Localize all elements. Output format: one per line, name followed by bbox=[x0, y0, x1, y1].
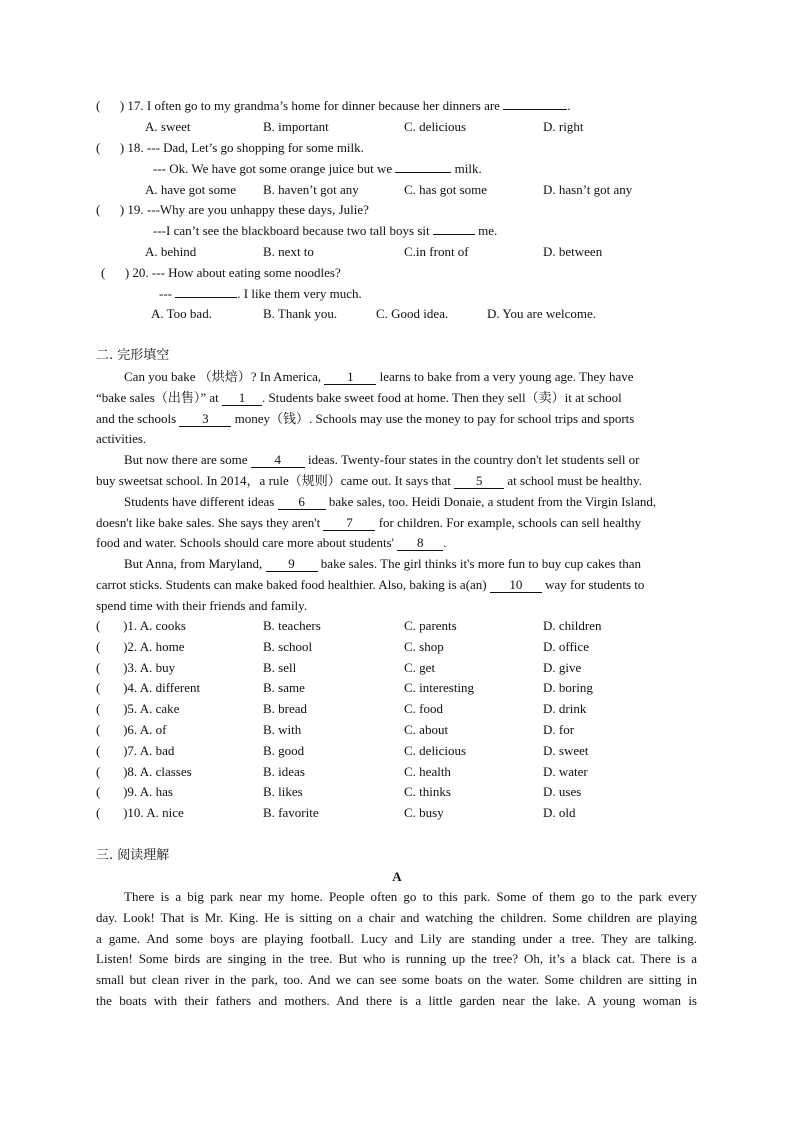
cloze-question-option-a: ( )3. A. buy bbox=[96, 659, 176, 675]
passage-label: A bbox=[392, 869, 402, 884]
cloze-p3-line1: Students have different ideas 6 bake sales, too. Heidi Donaie, a student from the Virgin Island, bbox=[124, 494, 657, 509]
cloze-option-b: B. school bbox=[263, 638, 313, 654]
cloze-question-option-a: ( )9. A. has bbox=[96, 784, 173, 800]
cloze-option-d: D. drink bbox=[543, 701, 587, 717]
cloze-question-option-a: ( )10. A. nice bbox=[96, 805, 184, 821]
cloze-blank[interactable]: 4 bbox=[251, 453, 305, 468]
cloze-option-d: D. uses bbox=[543, 784, 582, 800]
option-b: B. next to bbox=[263, 244, 314, 259]
question-19-stem: ( ) 19. ---Why are you unhappy these days, Julie? bbox=[96, 202, 369, 217]
reading-line: day. Look! That is Mr. King. He is sitting on a chair and watching the children. Some children are playing bbox=[96, 909, 697, 925]
cloze-p1-line1: Can you bake （烘焙）? In America, 1 learns to bake from a very young age. They have bbox=[124, 369, 634, 384]
question-18-line2: --- Ok. We have got some orange juice but we milk. bbox=[153, 161, 482, 176]
cloze-option-c: C. busy bbox=[404, 805, 444, 821]
cloze-option-c: C. parents bbox=[404, 618, 457, 633]
question-20-line2: --- . I like them very much. bbox=[159, 286, 362, 301]
answer-blank[interactable] bbox=[395, 172, 451, 173]
cloze-option-c: C. interesting bbox=[404, 680, 475, 696]
cloze-question-option-a: ( )8. A. classes bbox=[96, 763, 192, 779]
cloze-blank[interactable]: 1 bbox=[222, 391, 262, 406]
cloze-p1-line2: “bake sales（出售）” at 1 . Students bake sweet food at home. Then they sell（卖）it at school bbox=[96, 390, 622, 405]
cloze-option-c: C. thinks bbox=[404, 784, 451, 800]
cloze-option-b: B. with bbox=[263, 722, 302, 737]
reading-line: the boats with their fathers and mothers. And there is a little garden near the lake. A young woman is bbox=[96, 993, 697, 1008]
option-a: A. behind bbox=[145, 244, 197, 259]
cloze-option-b: B. ideas bbox=[263, 763, 305, 779]
cloze-blank[interactable]: 10 bbox=[490, 578, 542, 593]
option-c: C.in front of bbox=[404, 244, 469, 259]
option-d: D. right bbox=[543, 119, 584, 134]
cloze-option-b: B. good bbox=[263, 742, 305, 758]
cloze-option-d: D. water bbox=[543, 763, 588, 779]
question-17-stem: ( ) 17. I often go to my grandma’s home for dinner because her dinners are . bbox=[96, 98, 571, 113]
cloze-p4-line2: carrot sticks. Students can make baked food healthier. Also, baking is a(an) 10 way for students to bbox=[96, 577, 645, 592]
cloze-blank[interactable]: 8 bbox=[397, 536, 443, 551]
question-18-stem: ( ) 18. --- Dad, Let’s go shopping for some milk. bbox=[96, 140, 364, 155]
cloze-option-b: B. bread bbox=[263, 701, 308, 717]
cloze-question-option-a: ( )4. A. different bbox=[96, 680, 201, 696]
cloze-blank[interactable]: 3 bbox=[179, 412, 231, 427]
cloze-p1-line4: activities. bbox=[96, 431, 147, 446]
cloze-option-c: C. get bbox=[404, 659, 436, 675]
reading-line: a game. And some boys are playing football. Lucy and Lily are standing under a tree. They are talking. bbox=[96, 930, 697, 946]
cloze-p4-line1: But Anna, from Maryland, 9 bake sales. The girl thinks it's more fun to buy cup cakes than bbox=[124, 556, 641, 571]
cloze-p4-line3: spend time with their friends and family. bbox=[96, 598, 308, 613]
cloze-blank[interactable]: 9 bbox=[266, 557, 318, 572]
answer-blank[interactable] bbox=[175, 297, 237, 298]
cloze-p2-line1: But now there are some 4 ideas. Twenty-four states in the country don't let students sell or bbox=[124, 452, 640, 467]
answer-blank[interactable] bbox=[433, 234, 475, 235]
cloze-option-b: B. sell bbox=[263, 659, 297, 675]
option-d: D. between bbox=[543, 244, 603, 259]
option-a: A. sweet bbox=[145, 119, 191, 134]
cloze-option-b: B. favorite bbox=[263, 805, 319, 821]
question-20-stem: ( ) 20. --- How about eating some noodles? bbox=[101, 265, 341, 280]
cloze-blank[interactable]: 6 bbox=[278, 495, 326, 510]
cloze-option-d: D. for bbox=[543, 722, 575, 737]
option-a: A. have got some bbox=[145, 182, 236, 197]
reading-line: Listen! Some birds are singing in the tree. But who is running up the tree? Oh, it’s a black cat. There is a bbox=[96, 951, 697, 967]
option-d: D. You are welcome. bbox=[487, 306, 597, 321]
option-a: A. Too bad. bbox=[151, 306, 212, 321]
cloze-question-option-a: ( )2. A. home bbox=[96, 638, 185, 654]
cloze-option-c: C. health bbox=[404, 763, 451, 779]
cloze-option-d: D. children bbox=[543, 618, 602, 633]
cloze-option-b: B. likes bbox=[263, 784, 303, 800]
cloze-p1-line3: and the schools 3 money（钱）. Schools may use the money to pay for school trips and sports bbox=[96, 411, 635, 426]
cloze-option-c: C. food bbox=[404, 701, 443, 717]
cloze-option-b: B. teachers bbox=[263, 618, 321, 633]
cloze-p3-line2: doesn't like bake sales. She says they aren't 7 for children. For example, schools can sell healthy bbox=[96, 515, 642, 530]
cloze-blank[interactable]: 7 bbox=[323, 516, 375, 531]
cloze-option-c: C. about bbox=[404, 722, 449, 737]
option-c: C. has got some bbox=[404, 182, 488, 197]
cloze-option-b: B. same bbox=[263, 680, 305, 696]
option-c: C. Good idea. bbox=[376, 306, 449, 321]
option-b: B. Thank you. bbox=[263, 306, 338, 321]
cloze-question-option-a: ( )7. A. bad bbox=[96, 742, 175, 758]
reading-line: There is a big park near my home. People often go to this park. Some of them go to the park every bbox=[124, 889, 697, 904]
option-d: D. hasn’t got any bbox=[543, 182, 633, 197]
cloze-p2-line2: buy sweetsat school. In 2014，a rule（规则）came out. It says that 5 at school must be healthy. bbox=[96, 473, 642, 488]
cloze-question-option-a: ( )6. A. of bbox=[96, 722, 167, 737]
cloze-option-d: D. sweet bbox=[543, 742, 589, 758]
option-b: B. haven’t got any bbox=[263, 182, 359, 197]
cloze-blank[interactable]: 5 bbox=[454, 474, 504, 489]
reading-line: small but clean river in the park, too. And we can see some boats on the water. Some children are sitting in bbox=[96, 972, 697, 988]
cloze-question-option-a: ( )5. A. cake bbox=[96, 701, 180, 717]
cloze-option-c: C. delicious bbox=[404, 742, 467, 758]
cloze-p3-line3: food and water. Schools should care more about students' 8 . bbox=[96, 535, 447, 550]
option-c: C. delicious bbox=[404, 119, 467, 134]
cloze-option-d: D. old bbox=[543, 805, 576, 821]
cloze-heading: 二. 完形填空 bbox=[96, 348, 170, 363]
answer-blank[interactable] bbox=[503, 109, 567, 110]
cloze-question-option-a: ( )1. A. cooks bbox=[96, 618, 186, 633]
cloze-option-c: C. shop bbox=[404, 638, 444, 654]
cloze-blank[interactable]: 1 bbox=[324, 370, 376, 385]
option-b: B. important bbox=[263, 119, 329, 134]
reading-heading: 三. 阅读理解 bbox=[96, 848, 170, 863]
cloze-option-d: D. boring bbox=[543, 680, 593, 696]
cloze-option-d: D. give bbox=[543, 659, 582, 675]
question-19-line2: ---I can’t see the blackboard because two tall boys sit me. bbox=[153, 223, 498, 238]
cloze-option-d: D. office bbox=[543, 638, 589, 654]
